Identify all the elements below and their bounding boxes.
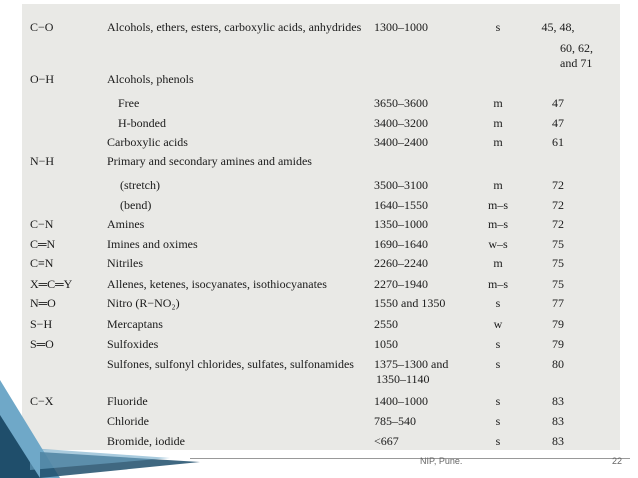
page-ref-cell: 72: [552, 198, 564, 212]
footer-source: NIP, Pune.: [420, 456, 463, 466]
intensity-cell: m–s: [487, 217, 508, 231]
bond-cell: S−H: [30, 317, 53, 331]
frequency-range-cell: 1300–1000: [374, 20, 428, 34]
compound-class-cell: (bend): [120, 198, 152, 212]
frequency-range-cell: 1400–1000: [374, 394, 428, 408]
intensity-cell: m: [493, 135, 503, 149]
frequency-range-cell: 2260–2240: [374, 256, 428, 270]
footer-divider: [190, 458, 630, 459]
intensity-cell: w–s: [488, 237, 508, 251]
page-ref-continuation-2: and 71: [560, 56, 593, 70]
intensity-cell: m: [493, 96, 503, 110]
frequency-range-cell: 3500–3100: [374, 178, 428, 192]
frequency-range-cell: 1375–1300 and: [374, 357, 449, 371]
page-ref-cell: 83: [552, 414, 564, 428]
frequency-range-cell: 785–540: [374, 414, 416, 428]
bond-cell: N−H: [30, 154, 55, 168]
compound-class-cell: H-bonded: [118, 116, 166, 130]
intensity-cell: w: [493, 317, 503, 331]
bond-cell: C═N: [30, 237, 56, 251]
compound-class-cell: Bromide, iodide: [107, 434, 185, 448]
intensity-cell: m: [493, 178, 503, 192]
frequency-range-cell: <667: [374, 434, 399, 448]
intensity-cell: s: [495, 434, 501, 448]
compound-class-cell: Nitriles: [107, 256, 143, 270]
bond-cell: C−N: [30, 217, 54, 231]
intensity-cell: m–s: [487, 198, 508, 212]
page-ref-cell: 75: [552, 256, 564, 270]
compound-class-cell: Free: [118, 96, 140, 110]
page-ref-cell: 45, 48,: [541, 20, 575, 34]
intensity-cell: s: [495, 414, 501, 428]
compound-class-cell: Sulfones, sulfonyl chlorides, sulfates, sulfonamides: [107, 357, 354, 371]
page-ref-cell: 75: [552, 277, 564, 291]
bond-cell: X═C═Y: [30, 277, 73, 291]
frequency-range-cell: 1050: [374, 337, 398, 351]
frequency-range-cell: 3650–3600: [374, 96, 428, 110]
frequency-range-cell: 2550: [374, 317, 398, 331]
intensity-cell: s: [495, 394, 501, 408]
page-ref-cell: 72: [552, 217, 564, 231]
frequency-range-cell: 1690–1640: [374, 237, 428, 251]
frequency-range-cell: 1550 and 1350: [374, 296, 446, 310]
intensity-cell: s: [495, 20, 501, 34]
bond-cell: N═O: [30, 296, 56, 310]
bond-cell: S═O: [30, 337, 54, 351]
compound-class-cell: (stretch): [120, 178, 160, 192]
bond-cell: C≡N: [30, 256, 54, 270]
compound-class-cell: Primary and secondary amines and amides: [107, 154, 312, 168]
intensity-cell: s: [495, 296, 501, 310]
compound-class-cell: Carboxylic acids: [107, 135, 188, 149]
frequency-range-cell: 3400–2400: [374, 135, 428, 149]
frequency-range-cell: 1640–1550: [374, 198, 428, 212]
compound-class-cell: Chloride: [107, 414, 149, 428]
page-ref-cell: 77: [552, 296, 564, 310]
page-ref-cell: 79: [552, 337, 564, 351]
compound-class-cell: Mercaptans: [107, 317, 163, 331]
compound-class-cell: Nitro (R−NO₂): [107, 296, 180, 310]
intensity-cell: m: [493, 256, 503, 270]
intensity-cell: s: [495, 357, 501, 371]
bond-cell: C−X: [30, 394, 54, 408]
page-ref-cell: 75: [552, 237, 564, 251]
compound-class-cell: Sulfoxides: [107, 337, 159, 351]
bond-cell: C−O: [30, 20, 54, 34]
slide-page-number: 22: [612, 456, 623, 466]
page-ref-cell: 80: [552, 357, 564, 371]
compound-class-cell: Fluoride: [107, 394, 148, 408]
compound-class-cell: Imines and oximes: [107, 237, 198, 251]
compound-class-cell: Allenes, ketenes, isocyanates, isothiocyanates: [107, 277, 327, 291]
intensity-cell: m: [493, 116, 503, 130]
compound-class-cell: Alcohols, phenols: [107, 72, 194, 86]
page-ref-cell: 61: [552, 135, 564, 149]
compound-class-cell: Alcohols, ethers, esters, carboxylic acids, anhydrides: [107, 20, 362, 34]
page-ref-cell: 83: [552, 434, 564, 448]
frequency-range-cell: 2270–1940: [374, 277, 428, 291]
page-ref-cell: 72: [552, 178, 564, 192]
frequency-range-cell: 3400–3200: [374, 116, 428, 130]
page-ref-cell: 47: [552, 96, 564, 110]
page-ref-cell: 79: [552, 317, 564, 331]
frequency-range-cell: 1350–1000: [374, 217, 428, 231]
page-ref-cell: 47: [552, 116, 564, 130]
intensity-cell: s: [495, 337, 501, 351]
range-continuation: 1350–1140: [376, 372, 430, 386]
bond-cell: O−H: [30, 72, 55, 86]
page-ref-continuation-1: 60, 62,: [560, 41, 593, 55]
page-ref-cell: 83: [552, 394, 564, 408]
intensity-cell: m–s: [487, 277, 508, 291]
compound-class-cell: Amines: [107, 217, 145, 231]
